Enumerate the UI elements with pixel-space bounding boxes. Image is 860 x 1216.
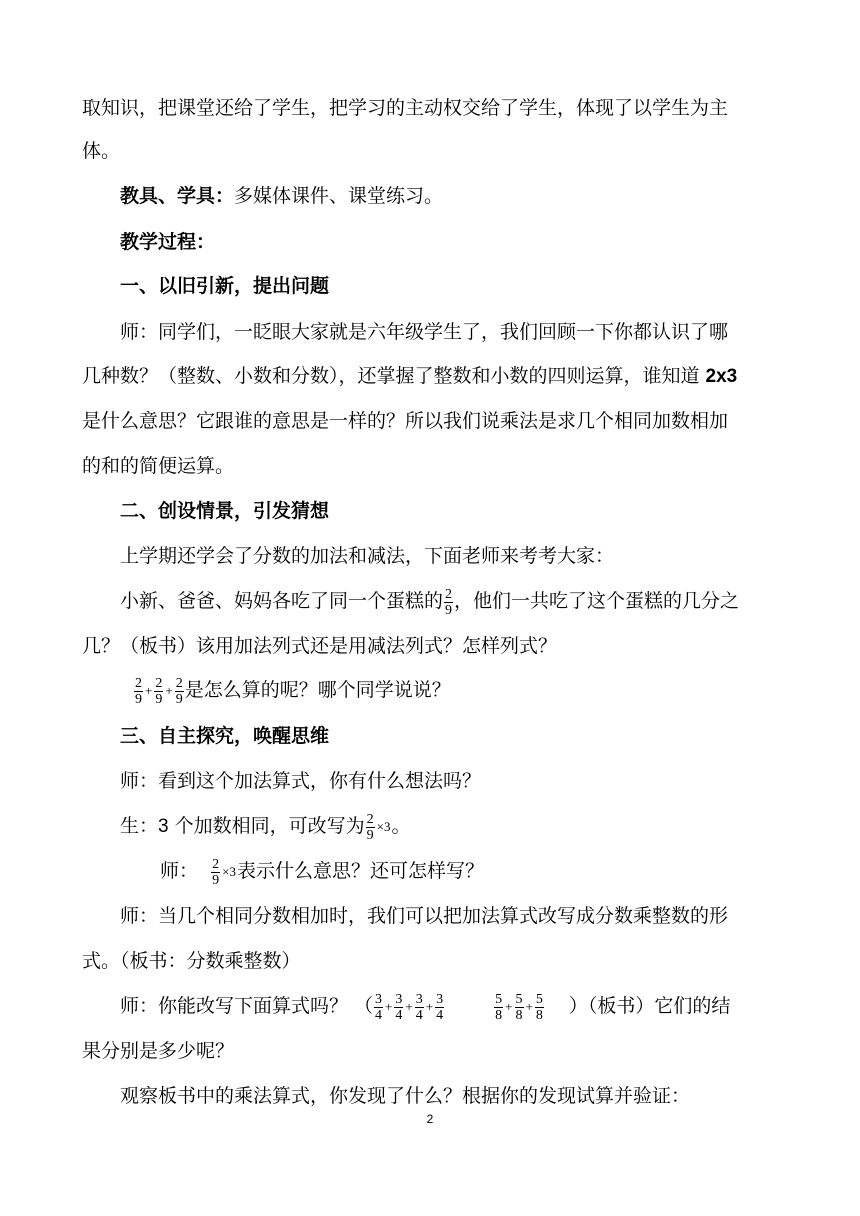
paragraph-line [120,765,820,797]
text: 二、创设情景，引发猜想 [120,500,330,522]
fraction: $\frac{3}{4}$ [436,991,444,1023]
plus-sign: + [165,683,173,698]
times-three: ×3 [376,819,391,834]
number: 3 [158,816,169,837]
section-heading-1 [120,270,820,302]
text: 果分别是多少呢？ [82,1040,235,1062]
text: 师： [160,860,199,882]
text: 个加数相同，可改写为 [168,815,365,837]
fraction: $\frac{5}{8}$ [535,991,543,1023]
text: 是怎么算的呢？哪个同学说说？ [184,679,451,701]
paragraph-line [160,855,860,888]
text: 表示什么意思？还可怎样写？ [236,860,484,882]
paragraph-line [82,135,782,167]
fraction: $\frac{2}{9}$ [175,675,183,707]
text: 几？（板书）该用加法列式还是用减法列式？怎样列式？ [82,635,558,657]
text: 取知识，把课堂还给了学生，把学习的主动权交给了学生，体现了以学生为主 [82,97,729,119]
section-heading-3 [120,720,820,752]
text: 观察板书中的乘法算式，你发现了什么？根据你的发现试算并验证： [120,1085,691,1107]
paragraph-line [82,360,782,393]
paragraph-line [82,630,782,662]
paragraph-line [120,810,820,843]
paragraph-line [82,1035,782,1067]
fraction: $\frac{2}{9}$ [366,811,374,843]
paragraph-line: 师：你能改写下面算式吗？ （ $\frac{3}{4}$ + $\frac{3}{4}$ + $\frac{3}{4}$ + $\frac{3}{4}$ $\frac{5}{8}$ + $\frac{5}{8}$ + $\frac{5}{8}$ ）（板书）它们的结 [120,991,731,1023]
fraction: $\frac{3}{4}$ [375,991,383,1023]
times-three: ×3 [222,864,236,879]
text: 三、自主探究，唤醒思维 [120,725,330,747]
text: 的和的简便运算。 [82,455,235,477]
fraction: $\frac{5}{8}$ [515,991,523,1023]
process-heading [120,226,820,258]
fraction: $\frac{3}{4}$ [415,991,423,1023]
text: 式。（板书：分数乘整数） [82,950,301,972]
text: 师：当几个相同分数相加时，我们可以把加法算式改写成分数乘整数的形 [120,905,729,927]
paragraph-line [120,900,820,932]
text: 小新、爸爸、妈妈各吃了同一个蛋糕的 [120,590,444,612]
fraction: $\frac{2}{9}$ [445,586,453,618]
expression: 2x3 [705,366,738,387]
paragraph-line [120,585,820,618]
text: ，他们一共吃了这个蛋糕的几分之 [454,590,740,612]
fraction: $\frac{3}{4}$ [395,991,403,1023]
paragraph-line [120,316,820,348]
fraction: $\frac{5}{8}$ [495,991,503,1023]
fraction: $\frac{2}{9}$ [212,856,220,888]
fraction: $\frac{2}{9}$ [155,675,163,707]
text: 师：看到这个加法算式，你有什么想法吗？ [120,770,482,792]
text: 。 [391,815,411,837]
text: 教学过程： [120,231,216,253]
paragraph-line [82,92,782,124]
tools-text: 多媒体课件、课堂练习。 [234,185,444,207]
text: 上学期还学会了分数的加法和减法，下面老师来考考大家： [120,545,615,567]
tools-label: 教具、学具： [120,185,235,207]
paragraph-line [82,945,782,977]
paragraph-line [82,405,782,437]
text: 几种数？（整数、小数和分数），还掌握了整数和小数的四则运算，谁知道 [82,365,706,387]
text: 是什么意思？它跟谁的意思是一样的？所以我们说乘法是求几个相同加数相加 [82,410,729,432]
text: 一、以旧引新，提出问题 [120,275,330,297]
text: 生： [120,815,159,837]
tools-line [120,180,820,212]
text: 师：你能改写下面算式吗？ （ [120,995,374,1017]
section-heading-2 [120,495,820,527]
plus-sign: + [145,683,153,698]
addition-expression-line [133,674,833,707]
text: 体。 [82,140,121,162]
text: 师：同学们，一眨眼大家就是六年级学生了，我们回顾一下你都认识了哪 [120,321,729,343]
text: ）（板书）它们的结 [568,995,731,1017]
paragraph-line [82,450,782,482]
paragraph-line [120,1080,820,1112]
page-number: 2 [426,1112,434,1126]
fraction: $\frac{2}{9}$ [135,675,142,707]
paragraph-line [120,540,820,572]
